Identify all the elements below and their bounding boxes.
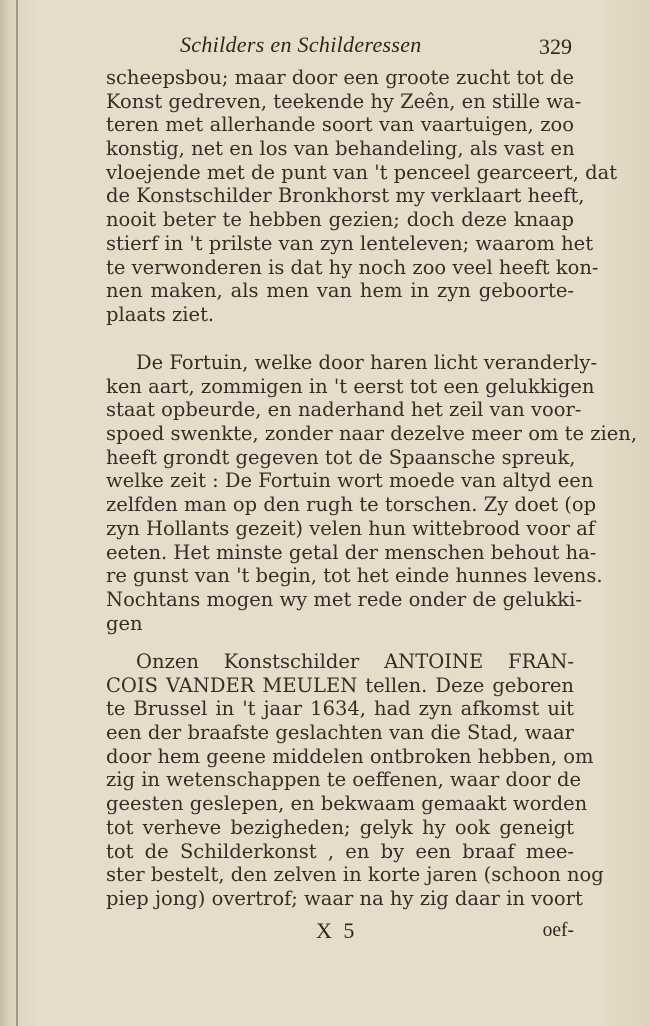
text-line: plaats ziet. (106, 302, 215, 326)
text-line: stierf in 't prilste van zyn lenteleven; waarom het (106, 231, 594, 255)
text-line: nooit beter te hebben gezien; doch deze knaap (106, 208, 574, 232)
text-line: te verwonderen is dat hy noch zoo veel heeft kon- (106, 255, 599, 279)
text-line: de Konstschilder Bronkhorst my verklaart heeft, (106, 184, 585, 208)
text-line: tot de Schilderkonst , en by een braaf mee- (106, 839, 574, 863)
text-line: Onzen Konstschilder ANTOINE FRAN- (136, 650, 574, 673)
text-line: konstig, net en los van behandeling, als vast en (106, 137, 575, 161)
text-line: ken aart, zommigen in 't eerst tot een gelukkigen (106, 374, 595, 398)
text-line: spoed swenkte, zonder naar dezelve meer om te zien, (106, 422, 638, 446)
text-line: welke zeit : De Fortuin wort moede van altyd een (106, 469, 594, 493)
text-line: staat opbeurde, en naderhand het zeil van voor- (106, 398, 582, 422)
text-line: zyn Hollants gezeit) velen hun wittebrood voor af (106, 516, 596, 540)
text-line: zig in wetenschappen te oeffenen, waar door de (106, 768, 581, 792)
paragraph-1 (106, 66, 618, 327)
binding-edge (16, 0, 18, 1026)
page-number: 329 (539, 34, 572, 59)
text-line: tot verheve bezigheden; gelyk hy ook geneigt (106, 815, 574, 839)
text-line: een der braafste geslachten van die Stad, waar (106, 721, 574, 745)
page-header (180, 28, 575, 62)
catchword: oef- (542, 920, 574, 941)
text-line: teren met allerhande soort van vaartuigen, zoo (106, 113, 574, 137)
paragraph-2 (106, 351, 638, 635)
text-line: scheepsbou; maar door een groote zucht tot de (106, 66, 575, 89)
text-line: te Brussel in 't jaar 1634, had zyn afkomst uit (106, 697, 574, 721)
text-line: zelfden man op den rugh te torschen. Zy doet (op (106, 493, 597, 517)
text-line: piep jong) overtrof; waar na hy zig daar in voort (106, 886, 583, 910)
text-line: Nochtans mogen wy met rede onder de gelukki- (106, 587, 582, 611)
text-line: eeten. Het minste getal der menschen behout ha- (106, 540, 597, 564)
text-line: ster bestelt, den zelven in korte jaren (schoon nog (106, 863, 604, 887)
text-line: vloejende met de punt van 't penceel gearceert, dat (106, 160, 618, 184)
text-line: nen maken, als men van hem in zyn geboorte- (106, 279, 574, 303)
page-footer (106, 918, 574, 948)
text-line: geesten geslepen, en bekwaam gemaakt worden (106, 792, 588, 816)
text-line: Konst gedreven, teekende hy Zeên, en stille wa- (106, 89, 582, 113)
text-line: De Fortuin, welke door haren licht veranderly- (136, 351, 598, 374)
text-line: door hem geene middelen ontbroken hebben, om (106, 744, 594, 768)
signature-mark: X 5 (316, 918, 358, 943)
paragraph-3 (106, 650, 604, 911)
text-line: heeft grondt gegeven tot de Spaansche spreuk, (106, 445, 576, 469)
text-line: gen (106, 611, 143, 635)
running-head: Schilders en Schilderessen (180, 32, 422, 57)
text-line: re gunst van 't begin, tot het einde hunnes levens. (106, 564, 603, 588)
text-line: COIS VANDER MEULEN tellen. Deze geboren (106, 673, 574, 697)
